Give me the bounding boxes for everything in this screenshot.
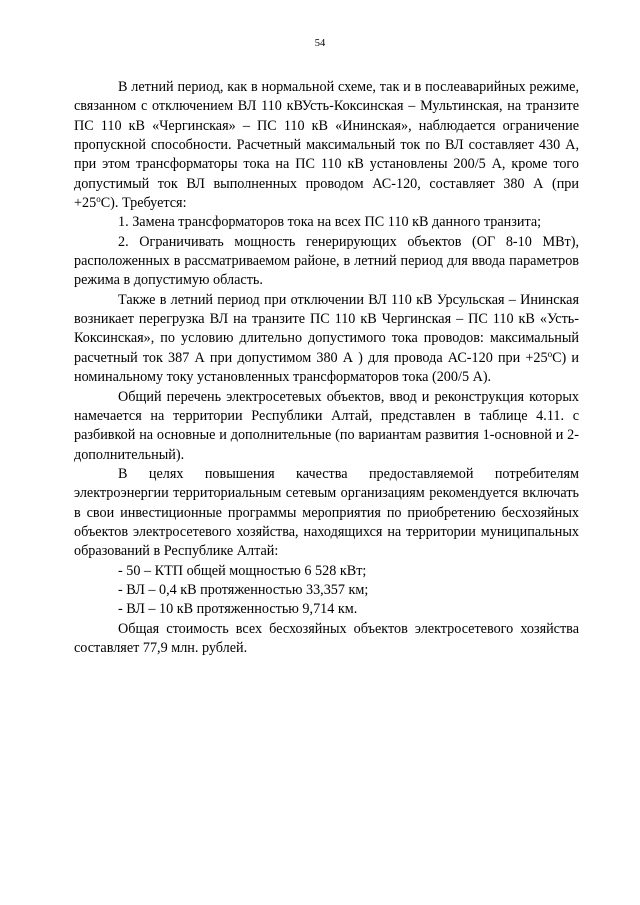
degree-sign: о	[96, 194, 101, 205]
paragraph-text: Также в летний период при отключении ВЛ 110 кВ Урсульская – Ининская возникает перегрузка ВЛ на транзите ПС 110 кВ Чергинская – ПС 110 кВ «Усть-Коксинская», по условию длительно допустимого тока проводов: максимальный расчетный ток 387 А при допустимом 380 А ) для провода АС-120 при +25	[74, 291, 579, 366]
paragraph-object-list: Общий перечень электросетевых объектов, ввод и реконструкция которых намечается на территории Республики Алтай, представлен в таблице 4.11. с разбивкой на основные и дополнительные (по вариантам развития 1-основной и 2-дополнительный).	[74, 388, 579, 463]
list-item-ktp: - 50 – КТП общей мощностью 6 528 кВт;	[118, 562, 367, 579]
paragraph-text: С). Требуется:	[100, 195, 187, 212]
list-item-vl-10: - ВЛ – 10 кВ протяженностью 9,714 км.	[118, 601, 358, 618]
list-item-transformer-replacement: 1. Замена трансформаторов тока на всех ПС 110 кВ данного транзита;	[118, 214, 542, 231]
list-item-vl-04: - ВЛ – 0,4 кВ протяженностью 33,357 км;	[118, 581, 369, 598]
paragraph-total-cost: Общая стоимость всех бесхозяйных объектов электросетевого хозяйства составляет 77,9 млн. рублей.	[74, 620, 579, 656]
paragraph-summer-limitation	[74, 78, 579, 213]
document-body	[74, 78, 579, 658]
paragraph-recommendation: В целях повышения качества предоставляемой потребителям электроэнергии территориальным сетевым организациям рекомендуется включать в свои инвестиционные программы мероприятия по приобретению бесхозяйных объектов электросетевого хозяйства, находящихся на территории муниципальных образований в Республике Алтай:	[74, 465, 579, 560]
paragraph-overload	[74, 291, 579, 388]
page-number: 54	[314, 38, 326, 49]
paragraph-text: В летний период, как в нормальной схеме, так и в послеаварийных режиме, связанном с отключением ВЛ 110 кВУсть-Коксинская – Мультинская, на транзите ПС 110 кВ «Чергинская» – ПС 110 кВ «Ининская», наблюдается ограничение пропускной способности. Расчетный максимальный ток по ВЛ составляет 430 А, при этом трансформаторы тока на ПС 110 кВ установлены 200/5 А, кроме того допустимый ток ВЛ выполненных проводом АС-120, составляет 380 А (при +25	[74, 79, 579, 212]
paragraph-text: С) и номинальному току установленных трансформаторов тока (200/5 А).	[74, 349, 579, 386]
list-item-generation-limit: 2. Ограничивать мощность генерирующих объектов (ОГ 8-10 МВт), расположенных в рассматриваемом районе, в летний период для ввода параметров режима в допустимую область.	[74, 233, 579, 289]
degree-sign: о	[547, 348, 553, 359]
